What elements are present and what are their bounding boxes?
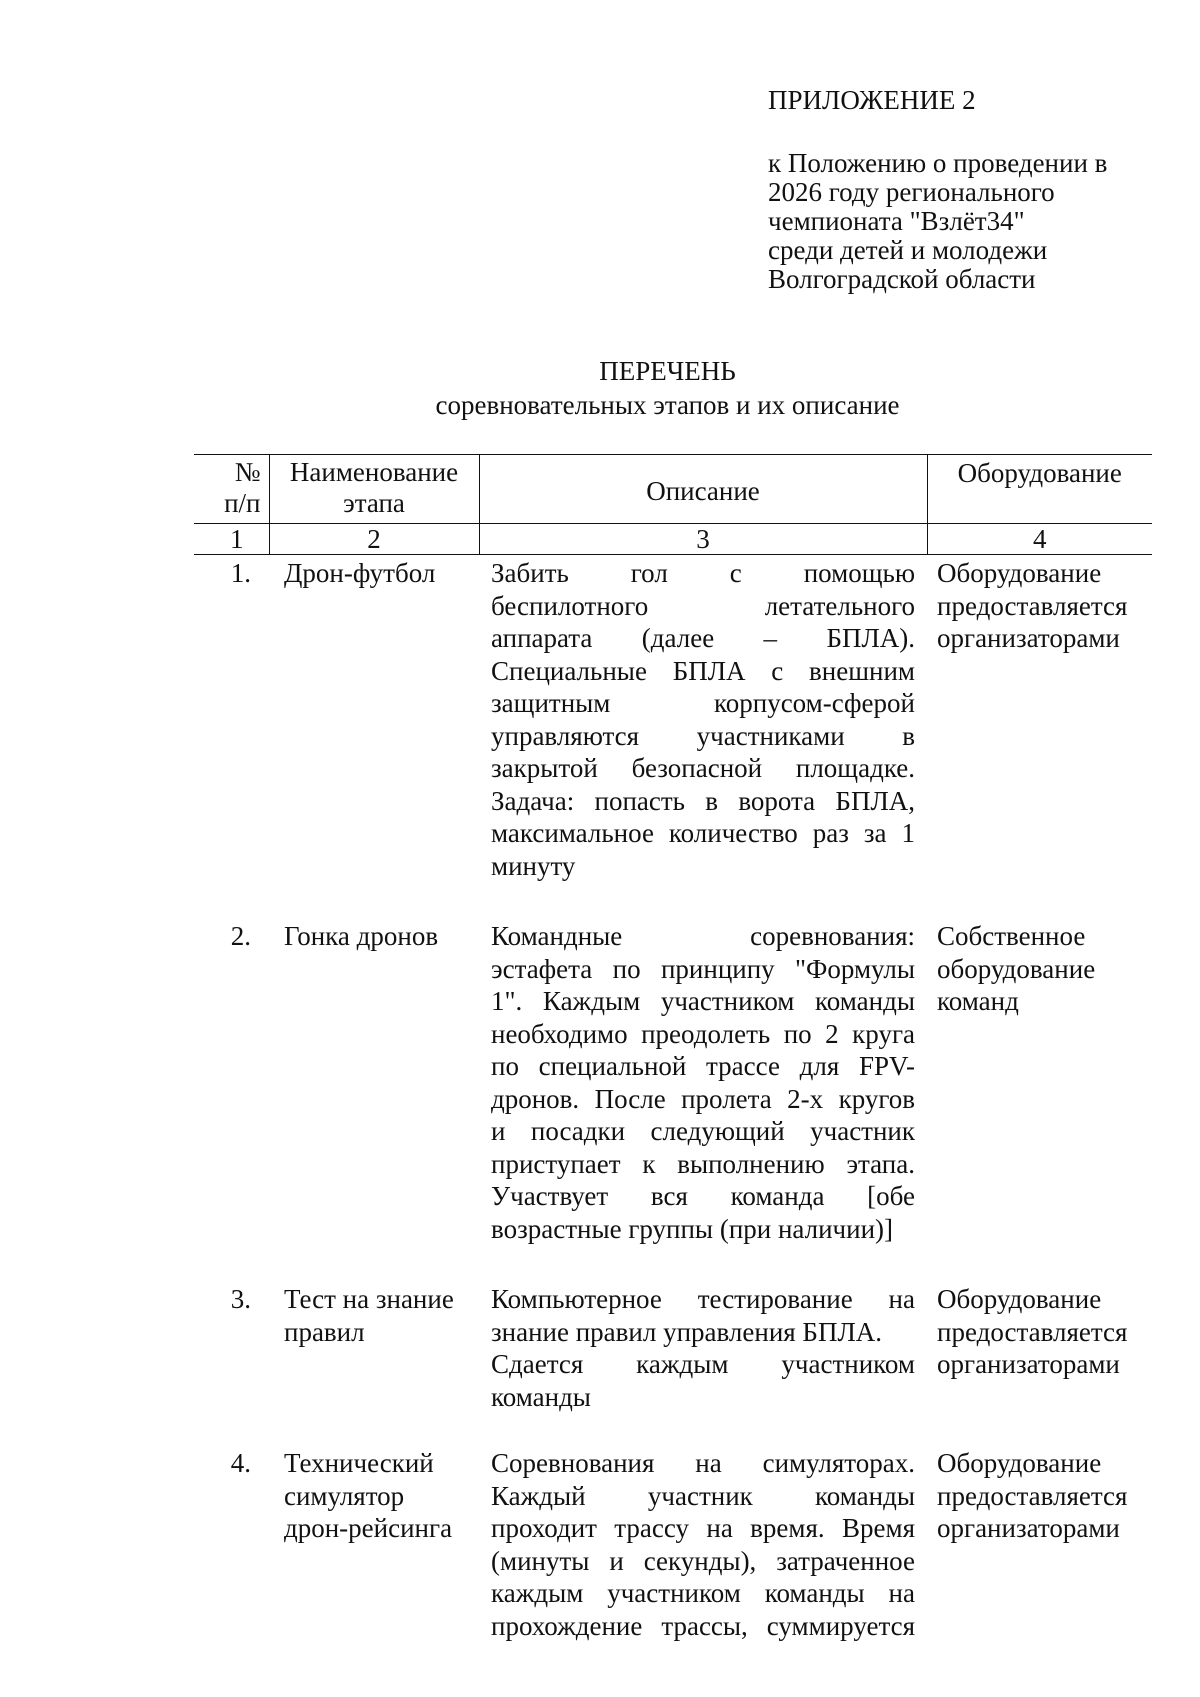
header-description: Описание xyxy=(479,455,927,524)
table-row xyxy=(194,920,1152,1283)
description-line: возрастные группы (при наличии)] xyxy=(491,1213,894,1244)
equipment-line: организаторами xyxy=(937,623,1120,653)
equipment-line: Оборудование xyxy=(937,1284,1102,1314)
equipment-line: организаторами xyxy=(937,1513,1120,1543)
description-line: Участвует вся команда [обе xyxy=(491,1181,915,1211)
row-number: 1. xyxy=(230,558,251,588)
equipment-line: предоставляется xyxy=(937,1316,1128,1347)
equipment-line: Оборудование xyxy=(937,1448,1102,1478)
header-equipment: Оборудование xyxy=(927,455,1152,524)
header-number-line: № xyxy=(234,457,261,487)
equipment-line: Оборудование xyxy=(937,558,1102,588)
column-number: 2 xyxy=(269,524,479,555)
stage-description xyxy=(479,1283,927,1447)
description-line: каждым участником команды на xyxy=(491,1578,915,1608)
stage-name-line: правил xyxy=(284,1316,365,1347)
stage-name xyxy=(269,1283,479,1447)
stage-equipment xyxy=(927,1283,1152,1447)
header-number xyxy=(194,455,269,524)
description-line: аппарата (далее – БПЛА). xyxy=(491,623,915,653)
table-row xyxy=(194,1447,1152,1642)
equipment-line: команд xyxy=(937,986,1019,1016)
table-row xyxy=(194,1283,1152,1447)
row-number: 4. xyxy=(230,1448,251,1478)
description-line: необходимо преодолеть по 2 круга xyxy=(491,1018,915,1049)
description-line: максимальное количество раз за 1 xyxy=(491,818,915,848)
stages-table xyxy=(194,454,1152,1642)
description-line: дронов. После пролета 2-х кругов xyxy=(491,1083,915,1114)
equipment-line: предоставляется xyxy=(937,590,1128,621)
stage-name-line: Технический xyxy=(284,1448,434,1478)
row-number: 3. xyxy=(230,1284,251,1314)
description-line: прохождение трассы, суммируется xyxy=(491,1610,915,1641)
document-title: ПЕРЕЧЕНЬ xyxy=(599,356,736,386)
description-line: команды xyxy=(491,1381,591,1412)
description-line: знание правил управления БПЛА. xyxy=(491,1316,882,1347)
appendix-line: среди детей и молодежи xyxy=(768,235,1048,265)
description-line: управляются участниками в xyxy=(491,720,915,751)
table-header-row xyxy=(194,455,1152,524)
description-line: закрытой безопасной площадке. xyxy=(491,753,915,783)
appendix-title: ПРИЛОЖЕНИЕ 2 xyxy=(768,85,976,115)
equipment-line: предоставляется xyxy=(937,1480,1128,1511)
description-line: беспилотного летательного xyxy=(491,590,915,621)
description-line: Сдается каждым участником xyxy=(491,1349,915,1379)
header-number-line: п/п xyxy=(224,488,261,518)
stage-equipment xyxy=(927,555,1152,921)
header-stage-name-line: Наименование xyxy=(289,457,459,487)
description-line: защитным корпусом-сферой xyxy=(491,688,915,718)
description-line: и посадки следующий участник xyxy=(491,1116,915,1146)
equipment-line: Собственное xyxy=(937,921,1086,951)
column-number: 4 xyxy=(927,524,1152,555)
stage-description xyxy=(479,555,927,921)
stage-name xyxy=(269,920,479,1283)
stage-name-line: Гонка дронов xyxy=(284,921,439,951)
description-line: Соревнования на симуляторах. xyxy=(491,1448,915,1478)
header-stage-name xyxy=(269,455,479,524)
stage-description xyxy=(479,1447,927,1642)
description-line: по специальной трассе для FPV- xyxy=(491,1051,915,1081)
equipment-line: организаторами xyxy=(937,1349,1120,1379)
stage-name xyxy=(269,1447,479,1642)
stage-name-line: симулятор xyxy=(284,1480,405,1511)
description-line: Задача: попасть в ворота БПЛА, xyxy=(491,785,915,816)
description-line: Каждый участник команды xyxy=(491,1480,915,1511)
appendix-line: Волгоградской области xyxy=(768,264,1036,294)
row-number: 2. xyxy=(230,921,251,951)
stage-equipment xyxy=(927,920,1152,1283)
stage-name-line: Тест на знание xyxy=(284,1284,454,1314)
equipment-line: оборудование xyxy=(937,953,1096,984)
description-line: (минуты и секунды), затраченное xyxy=(491,1545,915,1576)
appendix-line: к Положению о проведении в xyxy=(768,148,1108,178)
description-line: Компьютерное тестирование на xyxy=(491,1284,915,1314)
appendix-line: 2026 году регионального xyxy=(768,177,1055,207)
description-line: минуту xyxy=(491,850,576,881)
description-line: приступает к выполнению этапа. xyxy=(491,1148,915,1179)
stage-equipment xyxy=(927,1447,1152,1642)
stage-name-line: Дрон-футбол xyxy=(284,558,436,588)
description-line: Специальные БПЛА с внешним xyxy=(491,655,915,686)
description-line: 1". Каждым участником команды xyxy=(491,986,915,1016)
description-line: Забить гол с помощью xyxy=(491,558,915,588)
stage-name xyxy=(269,555,479,921)
column-numbers-row xyxy=(194,524,1152,555)
stage-name-line: дрон-рейсинга xyxy=(284,1513,453,1543)
column-number: 3 xyxy=(479,524,927,555)
header-stage-name-line: этапа xyxy=(343,488,405,518)
appendix-block xyxy=(768,86,1168,294)
stage-description xyxy=(479,920,927,1283)
description-line: Командные соревнования: xyxy=(491,921,915,951)
table-row xyxy=(194,555,1152,921)
description-line: эстафета по принципу "Формулы xyxy=(491,953,915,984)
column-number: 1 xyxy=(194,524,269,555)
appendix-line: чемпионата "Взлёт34" xyxy=(768,206,1025,236)
description-line: проходит трассу на время. Время xyxy=(491,1513,915,1543)
document-subtitle: соревновательных этапов и их описание xyxy=(435,390,900,420)
